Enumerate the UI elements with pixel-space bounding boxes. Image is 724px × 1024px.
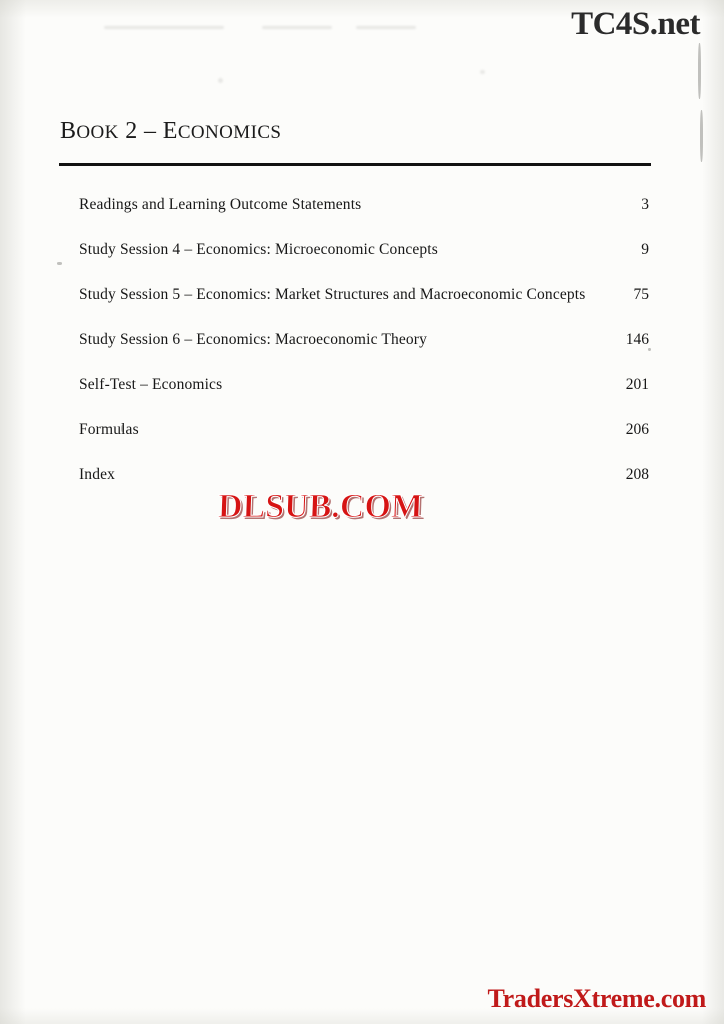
toc-entry-label: Self-Test – Economics: [79, 376, 223, 393]
toc-entry-label: Study Session 5 – Economics: Market Structures and Macroeconomic Concepts: [79, 286, 586, 303]
toc-entry[interactable]: [79, 182, 649, 227]
toc-entry-page: 75: [633, 286, 649, 303]
toc-entry-label: Study Session 4 – Economics: Microeconomic Concepts: [79, 241, 438, 258]
scan-artifact: [104, 26, 224, 29]
toc-entry[interactable]: [79, 317, 649, 362]
page-title: [60, 118, 281, 145]
toc-entry[interactable]: [79, 407, 649, 452]
page-title-text: BOOK 2 – ECONOMICS: [60, 118, 282, 144]
toc-entry[interactable]: [79, 227, 649, 272]
watermark-dlsub: DLSUB.COM: [217, 488, 424, 525]
watermark-tradersxtreme: TradersXtreme.com: [487, 984, 706, 1013]
toc-entry-label: Formulas: [79, 421, 139, 438]
scan-artifact: [218, 78, 223, 83]
title-divider: [59, 163, 651, 166]
toc-entry-page: 9: [641, 241, 649, 258]
toc-entry[interactable]: [79, 362, 649, 407]
toc-entry-label: Index: [79, 466, 116, 483]
toc-entry-page: 201: [625, 376, 649, 393]
toc-entry-label: Readings and Learning Outcome Statements: [79, 196, 362, 213]
toc-entry-page: 208: [625, 466, 649, 483]
toc-entry-page: 206: [625, 421, 649, 438]
toc-entry-page: 146: [625, 331, 649, 348]
scan-artifact: [356, 26, 416, 29]
toc-entry-label: Study Session 6 – Economics: Macroeconomic Theory: [79, 331, 428, 348]
scan-artifact: [700, 110, 703, 162]
toc-entry-page: 3: [641, 196, 649, 213]
toc-entry[interactable]: [79, 272, 649, 317]
table-of-contents: [79, 182, 649, 497]
scan-artifact: [698, 43, 701, 99]
scan-artifact: [262, 26, 332, 29]
scan-artifact: [480, 70, 485, 74]
watermark-tc4s: TC4S.net: [571, 6, 700, 42]
scan-artifact: [57, 262, 62, 265]
